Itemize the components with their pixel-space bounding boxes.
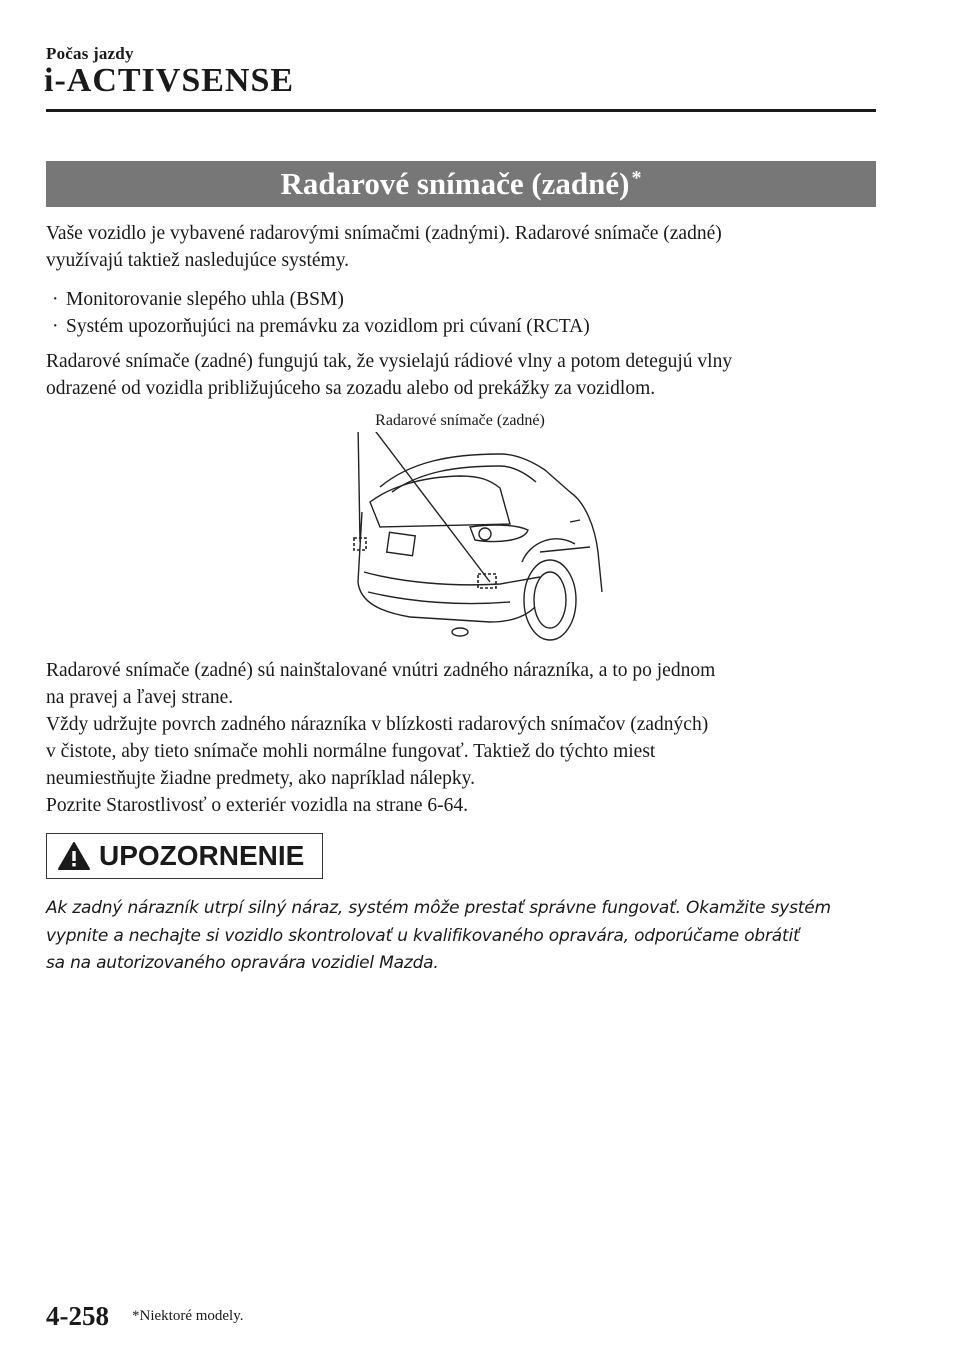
- car-rear-illustration: [340, 432, 610, 647]
- intro-line: Vaše vozidlo je vybavené radarovými snímačmi (zadnými). Radarové snímače (zadné): [46, 223, 722, 244]
- bullet-dot: ·: [52, 289, 59, 310]
- bullet-item: [52, 286, 344, 313]
- description-line: Radarové snímače (zadné) fungujú tak, že vysielajú rádiové vlny a potom detegujú vlny: [46, 351, 733, 372]
- section-banner: [46, 161, 876, 207]
- figure-caption: Radarové snímače (zadné): [375, 412, 545, 429]
- header-rule: [46, 109, 876, 112]
- body-line: v čistote, aby tieto snímače mohli normálne fungovať. Taktiež do týchto miest: [46, 741, 656, 762]
- caution-line: vypnite a nechajte si vozidlo skontrolovať u kvalifikovaného opravára, odporúčame obrátiť: [46, 925, 800, 946]
- section-label: Počas jazdy: [46, 44, 134, 63]
- intro-line: využívajú taktiež nasledujúce systémy.: [46, 250, 350, 271]
- page-number: 4-258: [46, 1301, 109, 1331]
- footnote: *Niektoré modely.: [132, 1308, 244, 1324]
- description-paragraph: [46, 348, 876, 402]
- caution-header: [46, 833, 323, 879]
- bullet-dot: ·: [52, 316, 59, 337]
- banner-title: Radarové snímače (zadné): [280, 166, 630, 201]
- body-line: Pozrite Starostlivosť o exteriér vozidla na strane 6-64.: [46, 795, 469, 816]
- warning-triangle-icon: [57, 841, 91, 871]
- bullet-item: [52, 313, 590, 340]
- caution-line: Ak zadný nárazník utrpí silný náraz, systém môže prestať správne fungovať. Okamžite systém: [46, 898, 831, 918]
- body-line: Vždy udržujte povrch zadného nárazníka v blízkosti radarových snímačov (zadných): [46, 714, 709, 735]
- body-paragraph: [46, 657, 876, 819]
- caution-text: [46, 895, 886, 978]
- body-line: Radarové snímače (zadné) sú nainštalované vnútri zadného nárazníka, a to po jednom: [46, 660, 716, 681]
- body-line: na pravej a ľavej strane.: [46, 687, 234, 708]
- bullet-text: Systém upozorňujúci na premávku za vozidlom pri cúvaní (RCTA): [66, 316, 590, 337]
- body-line: neumiestňujte žiadne predmety, ako napríklad nálepky.: [46, 768, 476, 789]
- caution-label: UPOZORNENIE: [99, 840, 305, 871]
- bullet-text: Monitorovanie slepého uhla (BSM): [66, 289, 344, 310]
- intro-paragraph: [46, 220, 876, 274]
- caution-line: sa na autorizovaného opravára vozidiel Mazda.: [46, 953, 439, 973]
- optional-equipment-marker: *: [631, 166, 642, 189]
- chapter-title: i-ACTIVSENSE: [44, 62, 295, 99]
- description-line: odrazené od vozidla približujúceho sa zozadu alebo od prekážky za vozidlom.: [46, 378, 656, 399]
